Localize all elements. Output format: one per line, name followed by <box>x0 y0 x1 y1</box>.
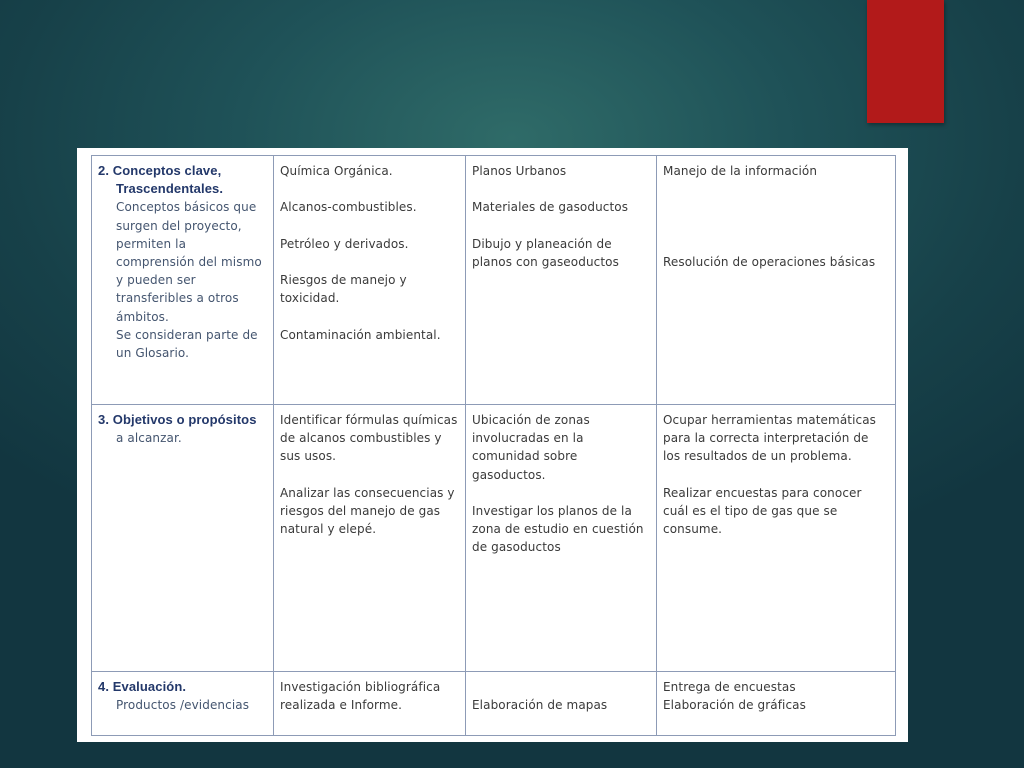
cell-text: involucradas en la <box>472 431 584 446</box>
cell-text: Petróleo y derivados. <box>280 236 409 251</box>
blank-line <box>472 484 650 502</box>
row-description: comprensión del mismo <box>116 255 262 270</box>
cell-text: consume. <box>663 522 723 537</box>
cell-text: Investigar los planos de la <box>472 504 632 518</box>
blank-line <box>472 678 650 696</box>
cell-text: Elaboración de mapas <box>472 698 608 713</box>
cell-text: Materiales de gasoductos <box>472 200 629 215</box>
cell-text: Identificar fórmulas químicas <box>280 413 458 427</box>
table-image <box>77 148 908 742</box>
table-row <box>92 156 896 405</box>
blank-line <box>663 180 889 198</box>
row-description: Productos /evidencias <box>116 698 250 713</box>
cell-text: Elaboración de gráficas <box>663 698 806 713</box>
cell-text: realizada e Informe. <box>280 698 403 713</box>
row-description: surgen del proyecto, <box>116 218 242 233</box>
row-description: un Glosario. <box>116 346 190 361</box>
cell-text: Manejo de la información <box>663 164 818 178</box>
row-heading: 4. Evaluación. <box>98 679 187 694</box>
cell-text: Ubicación de zonas <box>472 413 590 427</box>
cell-text: Entrega de encuestas <box>663 680 796 694</box>
cell-text: sus usos. <box>280 449 337 464</box>
row-heading: 3. Objetivos o propósitos <box>98 412 257 427</box>
cell-text: Resolución de operaciones básicas <box>663 254 876 269</box>
cell-text: gasoductos. <box>472 467 546 482</box>
cell-text: Química Orgánica. <box>280 164 393 178</box>
cell-text: riesgos del manejo de gas <box>280 504 441 518</box>
blank-line <box>663 466 889 484</box>
row-description: transferibles a otros <box>116 291 239 306</box>
row-heading: 2. Conceptos clave, <box>98 163 222 178</box>
blank-line <box>280 180 459 198</box>
blank-line <box>280 253 459 271</box>
table-cell <box>274 672 466 736</box>
blank-line <box>280 217 459 235</box>
row-header-cell <box>92 672 274 736</box>
table-cell <box>274 405 466 672</box>
row-description: a alcanzar. <box>116 431 182 446</box>
table-cell <box>657 405 896 672</box>
cell-text: Riesgos de manejo y <box>280 273 407 288</box>
table-cell <box>466 156 657 405</box>
row-description: Conceptos básicos que <box>116 200 257 215</box>
cell-text: Investigación bibliográfica <box>280 680 441 694</box>
blank-line <box>280 308 459 326</box>
cell-text: los resultados de un problema. <box>663 449 852 464</box>
blank-line <box>663 235 889 253</box>
row-description: Se consideran parte de <box>116 327 258 342</box>
cell-text: Dibujo y planeación de <box>472 236 612 251</box>
blank-line <box>280 466 459 484</box>
blank-line <box>663 217 889 235</box>
table-cell <box>466 405 657 672</box>
cell-text: Planos Urbanos <box>472 164 567 178</box>
cell-text: Ocupar herramientas matemáticas <box>663 413 877 427</box>
cell-text: cuál es el tipo de gas que se <box>663 504 838 518</box>
row-description: y pueden ser <box>116 273 196 288</box>
cell-text: comunidad sobre <box>472 449 578 464</box>
cell-text: zona de estudio en cuestión <box>472 522 644 537</box>
cell-text: para la correcta interpretación de <box>663 431 869 446</box>
table-cell <box>274 156 466 405</box>
cell-text: natural y elepé. <box>280 522 377 537</box>
table-row <box>92 405 896 672</box>
row-description: permiten la <box>116 236 187 251</box>
red-accent-bar <box>867 0 944 123</box>
row-header-cell <box>92 405 274 672</box>
row-heading: Trascendentales. <box>116 181 224 197</box>
blank-line <box>663 198 889 216</box>
cell-text: de alcanos combustibles y <box>280 431 442 446</box>
blank-line <box>472 217 650 235</box>
table-row <box>92 672 896 736</box>
planning-table <box>91 155 896 736</box>
cell-text: Alcanos-combustibles. <box>280 200 417 215</box>
table-cell <box>466 672 657 736</box>
cell-text: toxicidad. <box>280 291 340 306</box>
row-description: ámbitos. <box>116 309 169 324</box>
row-header-cell <box>92 156 274 405</box>
table-cell <box>657 156 896 405</box>
cell-text: Analizar las consecuencias y <box>280 485 455 500</box>
cell-text: planos con gaseoductos <box>472 254 619 269</box>
cell-text: Contaminación ambiental. <box>280 327 441 342</box>
blank-line <box>472 180 650 198</box>
cell-text: de gasoductos <box>472 540 561 555</box>
cell-text: Realizar encuestas para conocer <box>663 485 862 500</box>
table-cell <box>657 672 896 736</box>
